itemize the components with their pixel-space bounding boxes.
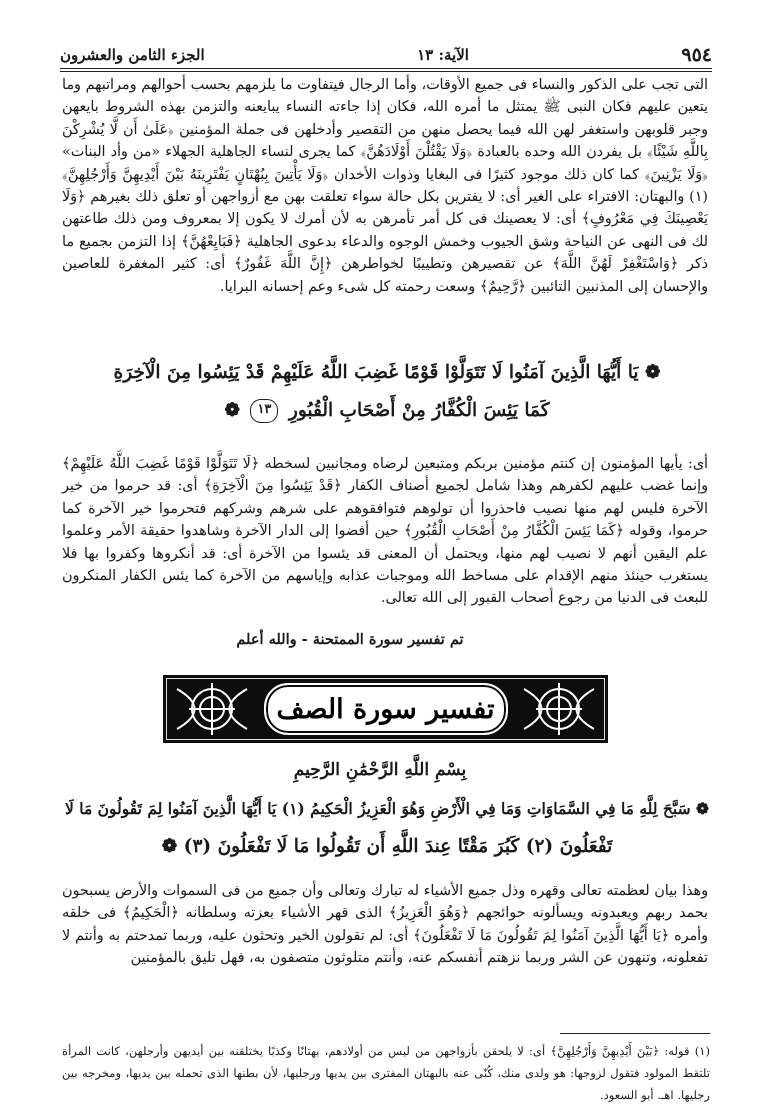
ornament-icon: ❁ bbox=[161, 836, 178, 857]
ayah-label: الآية: ١٣ bbox=[417, 46, 469, 64]
page-header bbox=[60, 42, 712, 68]
ayah-number-badge: ١٣ bbox=[250, 399, 278, 423]
footnote: (١) قوله: ﴿بَيْنَ أَيْدِيهِنَّ وَأَرْجُلِهِنَّ﴾ أى: لا يلحقن بأزواجهن من ليس من أولادهم، بهتانًا وكذبًا يختلقنه بين أيديهن وأرجلهن، كانت المرأة تلتقط المولود فتقول لزوجها: هو ولدى منك، كُنّى عنه بالبهتان المفترى بين يديها ورجليها، لأن بطنها الذى تحمله بين يديها، ومخرجه بين رجليها. اهـ. أبو السعود. bbox=[62, 1044, 710, 1102]
commentary-top bbox=[62, 74, 708, 298]
part-title: الجزء الثامن والعشرون bbox=[60, 46, 205, 64]
ornament-icon: ❁ bbox=[224, 400, 240, 421]
commentary-bottom bbox=[62, 880, 708, 970]
arabesque-ornament-icon bbox=[169, 681, 255, 737]
surah-closing-line: تم تفسير سورة الممتحنة - والله أعلم bbox=[236, 631, 464, 648]
header-rule bbox=[60, 68, 712, 69]
ornament-icon: ❁ bbox=[644, 362, 661, 383]
basmala: بِسْمِ اللَّهِ الرَّحْمَٰنِ الرَّحِيمِ bbox=[293, 760, 467, 780]
verse-13-block bbox=[60, 354, 714, 430]
paragraph: أى: يأيها المؤمنون إن كنتم مؤمنين بربكم ومتبعين لرضاه ومجانبين لسخطه ﴿لَا تَتَوَلَّوْا قَوْمًا غَضِبَ اللَّهُ عَلَيْهِمْ﴾ وإنما غضب عليهم لكفرهم وهذا شامل لجميع أصناف الكفار ﴿قَدْ يَئِسُوا مِنَ الْآخِرَةِ﴾ أى: قد حرموا من خير الآخرة فليس لهم منها نصيب فاحذروا أن تولوهم فتوافقوهم على شرهم وشركهم فتحرموا خير الآخرة كما حرموا، وقوله ﴿كَمَا يَئِسَ الْكُفَّارُ مِنْ أَصْحَابِ الْقُبُورِ﴾ حين أفضوا إلى الدار الآخرة وشاهدوا حقيقة الأمر وعلموا علم اليقين أنهم لا نصيب لهم منها، ويحتمل أن المعنى قد يئسوا من الآخرة أى: قد أنكروها وكفروا بها فلا يستغرب حينئذ منهم الإقدام على مساخط الله وموجبات عذابه وإياسهم من الآخرة كما يئس الكفار المنكرون للبعث فى الدنيا من رجوع أصحاب القبور إلى الله تعالى. bbox=[62, 456, 708, 607]
commentary-middle bbox=[62, 453, 708, 610]
verse-line: ❁ يَا أَيُّهَا الَّذِينَ آمَنُوا لَا تَتَوَلَّوْا قَوْمًا غَضِبَ اللَّهُ عَلَيْهِمْ قَدْ يَئِسُوا مِنَ الْآخِرَةِ bbox=[113, 362, 661, 383]
header-rule-double bbox=[60, 71, 712, 72]
paragraph: وهذا بيان لعظمته تعالى وقهره وذل جميع الأشياء له تبارك وتعالى وأن جميع من فى السموات والأرض يسبحون بحمد ربهم ويعبدونه ويسألونه حوائجهم ﴿وَهُوَ الْعَزِيزُ﴾ الذى قهر الأشياء بعزته وسلطانه ﴿الْحَكِيمُ﴾ فى خلقه وأمره ﴿يَا أَيُّهَا الَّذِينَ آمَنُوا لِمَ تَقُولُونَ مَا لَا تَفْعَلُونَ﴾ أى: لم تقولون الخير وتحثون عليه، وربما تمدحتم به وأنتم لا تفعلونه، وتنهون عن الشر وربما نزهتم أنفسكم عنه، وأنتم متلوثون متصفون به، فهل تليق بالمؤمنين bbox=[62, 883, 709, 967]
arabesque-ornament-icon bbox=[516, 681, 602, 737]
verse-line: تَفْعَلُونَ (٢) كَبُرَ مَقْتًا عِندَ اللَّهِ أَن تَقُولُوا مَا لَا تَفْعَلُونَ (٣) ❁ bbox=[161, 836, 613, 857]
ornament-icon: ❁ bbox=[696, 799, 710, 818]
footnote-rule bbox=[560, 1033, 710, 1034]
page-number: ٩٥٤ bbox=[681, 44, 712, 66]
verse-line: ❁ سَبَّحَ لِلَّهِ مَا فِي السَّمَاوَاتِ وَمَا فِي الْأَرْضِ وَهُوَ الْعَزِيزُ الْحَكِيمُ (١) يَا أَيُّهَا الَّذِينَ آمَنُوا لِمَ تَقُولُونَ مَا لَا bbox=[64, 799, 710, 818]
verse-line: كَمَا يَئِسَ الْكُفَّارُ مِنْ أَصْحَابِ الْقُبُورِ ١٣ ❁ bbox=[224, 400, 550, 421]
paragraph: التى تجب على الذكور والنساء فى جميع الأوقات، وأما الرجال فيتفاوت ما يلزمهم بحسب أحوالهم ومراتبهم وما يتعين عليهم فكان النبى ﷺ يمتثل ما أمره الله، فكان إذا جاءته النساء يبايعنه والتزمن بهذه الشروط بايعهن وجبر قلوبهن واستغفر لهن الله فيما يحصل منهن من التقصير وأدخلهن فى جملة المؤمنين ﴿عَلَىٰ أَن لَّا يُشْرِكْنَ بِاللَّهِ شَيْئًا﴾ بل يفردن الله وحده بالعبادة ﴿وَلَا يَقْتُلْنَ أَوْلَادَهُنَّ﴾ كما يجرى لنساء الجاهلية الجهلاء «من وأد البنات» ﴿وَلَا يَزْنِينَ﴾ كما كان ذلك موجود كثيرًا فى البغايا وذوات الأخدان ﴿وَلَا يَأْتِينَ بِبُهْتَانٍ يَفْتَرِينَهُ بَيْنَ أَيْدِيهِنَّ وَأَرْجُلِهِنَّ﴾ (١) والبهتان: الافتراء على الغير أى: لا يفترين بكل حالة سواء تعلقت بهن مع أزواجهن أو تعلق ذلك بغيرهم ﴿وَلَا يَعْصِينَكَ فِي مَعْرُوفٍ﴾ أى: لا يعصينك فى كل أمر تأمرهن به لأن أمرك لا يكون إلا بمعروف ومن ذلك طاعتهن لك فى النهى عن النياحة وشق الجيوب وخمش الوجوه والدعاء بدعوى الجاهلية ﴿فَبَايِعْهُنَّ﴾ إذا التزمن بجميع ما ذكر ﴿وَاسْتَغْفِرْ لَهُنَّ اللَّهَ﴾ عن تقصيرهن وتطييبًا لخواطرهن ﴿إِنَّ اللَّهَ غَفُورٌ﴾ أى: كثير المغفرة للعاصين والإحسان إلى المذنبين التائبين ﴿رَّحِيمٌ﴾ وسعت رحمته كل شىء وعم إحسانه البرايا. bbox=[62, 77, 708, 295]
surah-title: تفسير سورة الصف bbox=[264, 683, 508, 735]
surah-title-banner bbox=[163, 675, 608, 743]
verses-1-3-block bbox=[60, 790, 714, 866]
